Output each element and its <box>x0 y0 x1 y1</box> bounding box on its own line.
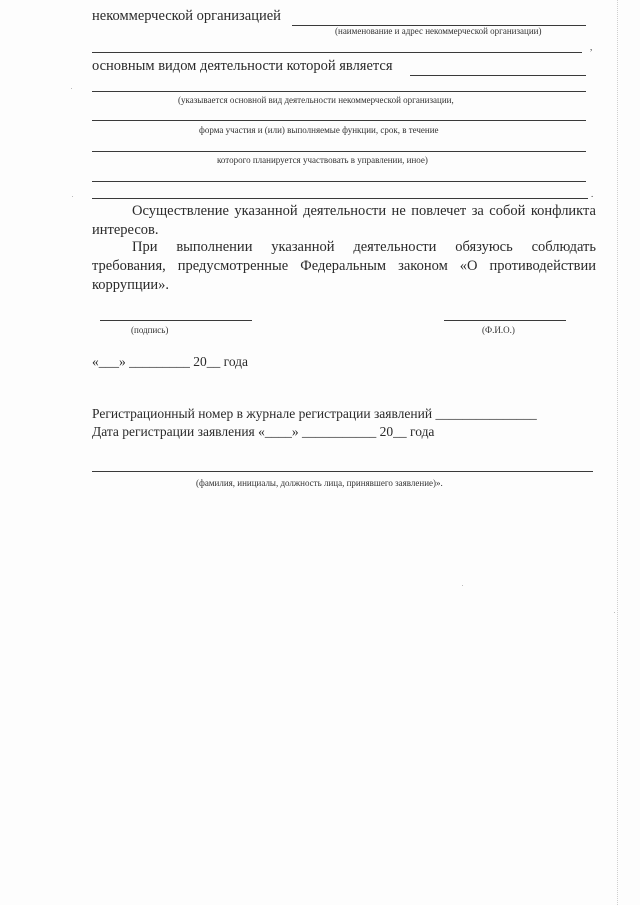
official-hint: (фамилия, инициалы, должность лица, принявшего заявление)». <box>196 478 443 488</box>
registration-date-line: Дата регистрации заявления «____» ___________ 20__ года <box>92 424 435 439</box>
activity-line-label: основным видом деятельности которой является <box>92 58 393 74</box>
activity-hint-3: которого планируется участвовать в управлении, иное) <box>217 155 428 165</box>
fio-blank[interactable] <box>444 320 566 321</box>
scan-speck <box>614 612 615 613</box>
org-line-label: некоммерческой организацией <box>92 8 281 24</box>
scan-edge <box>617 0 618 905</box>
paragraph-obligation: При выполнении указанной деятельности обязуюсь соблюдать требования, предусмотренные Федеральным законом «О противодействии коррупции». <box>92 239 596 293</box>
org-name-hint: (наименование и адрес некоммерческой организации) <box>335 26 542 36</box>
activity-blank-3[interactable] <box>92 120 586 121</box>
org-line-comma: , <box>590 42 593 52</box>
org-address-blank[interactable] <box>92 52 582 53</box>
paragraph-conflict: Осуществление указанной деятельности не повлечет за собой конфликта интересов. <box>92 203 596 238</box>
registration-number-line: Регистрационный номер в журнале регистрации заявлений _______________ <box>92 406 537 421</box>
activity-hint-1: (указывается основной вид деятельности некоммерческой организации, <box>178 95 454 105</box>
signature-label: (подпись) <box>131 325 169 335</box>
activity-blank-2[interactable] <box>92 91 586 92</box>
official-blank[interactable] <box>92 471 593 472</box>
scan-speck <box>72 196 73 197</box>
activity-blank-5[interactable] <box>92 181 586 182</box>
scan-speck <box>462 585 463 586</box>
signature-blank[interactable] <box>100 320 252 321</box>
activity-end-dot: . <box>591 189 594 199</box>
activity-hint-2: форма участия и (или) выполняемые функции, срок, в течение <box>199 125 439 135</box>
activity-blank[interactable] <box>410 75 586 76</box>
activity-blank-6[interactable] <box>92 198 588 199</box>
date-line: «___» _________ 20__ года <box>92 354 249 369</box>
activity-blank-4[interactable] <box>92 151 586 152</box>
fio-label: (Ф.И.О.) <box>482 325 515 335</box>
scan-speck <box>71 88 72 89</box>
